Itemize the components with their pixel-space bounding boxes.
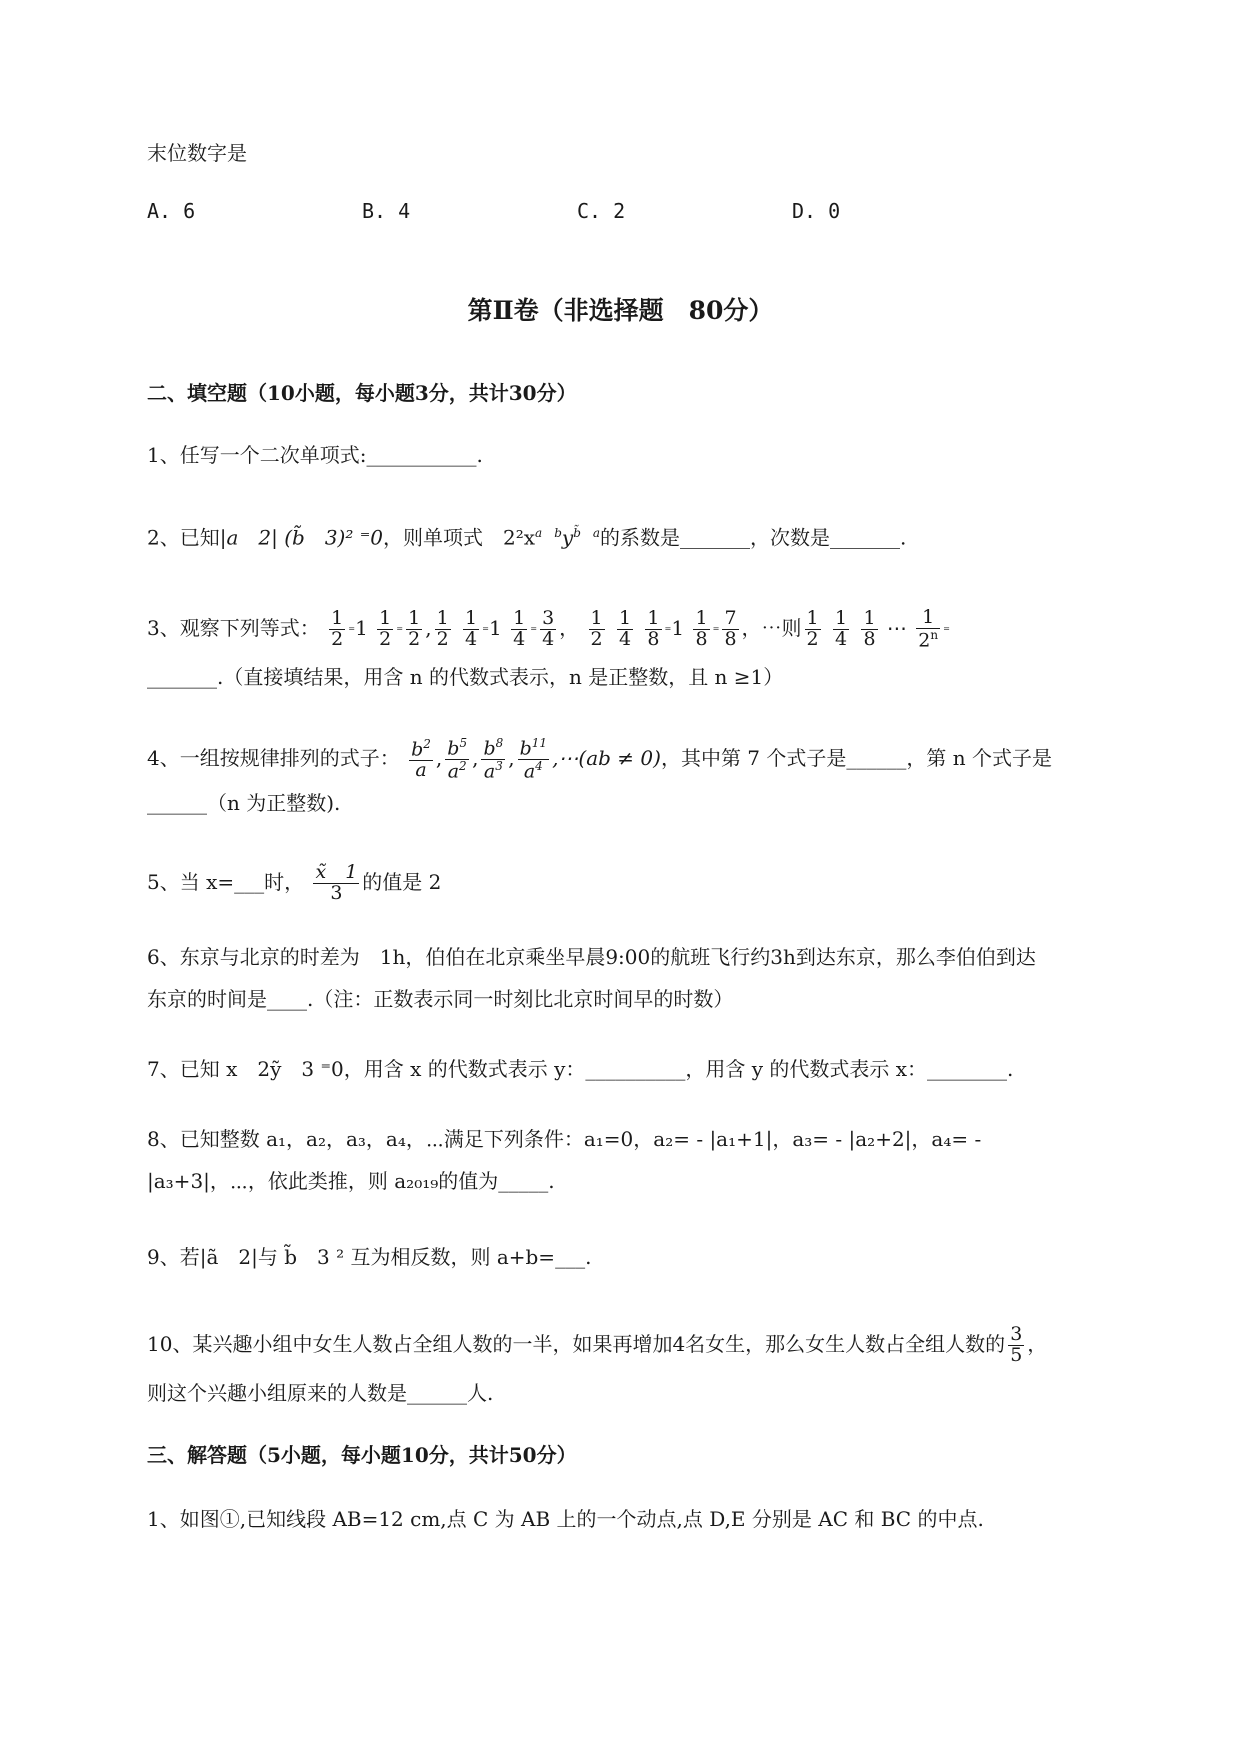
fill-q2-y: y (561, 525, 574, 550)
fill-q3: 3、观察下列等式： $\frac{1}{2}$ ⁼1 $\frac{1}{2}$ ⁼ $\frac{1}{2}$ , $\frac{1}{2}$ $\frac{1}{4}$ ⁼1 $\frac{1}{4}$ ⁼ $\frac{3}{4}$ ， $\frac{1}{2}$ $\frac{1}{4}$ $\frac{1}{8}$ ⁼1 $\frac{1}{8}$ ⁼ $\frac{7}{8}$ ，⋯则 $\frac{1}{2}$ $\frac{1}{4}$ $\frac{1}{8}$ ⋯ $\frac{1}{2^n}$ ⁼ (147, 605, 950, 652)
fill-q2-expr: a 2| (b̃ 3)² ⁼0 (226, 525, 384, 550)
option-d: D. 0 (792, 199, 841, 223)
fraction: $\frac{3}{4}$ (542, 607, 555, 650)
answer-q1: 1、如图①,已知线段 AB=12 cm,点 C 为 AB 上的一个动点,点 D,E 分别是 AC 和 BC 的中点. (147, 1507, 984, 1531)
part2-header: 第Ⅱ卷（非选择题 80分） (467, 296, 774, 325)
fill-q4-line2: ______（n 为正整数). (147, 791, 341, 815)
fill-section-title: 二、填空题（10小题，每小题3分，共计30分） (147, 381, 577, 405)
fraction: $\frac{b^8}{a^3}$ (483, 735, 504, 783)
fraction: $\frac{1}{4}$ (513, 607, 526, 650)
fraction: $\frac{7}{8}$ (724, 607, 737, 650)
fill-q4-cond: ,⋯(ab ≠ 0) (552, 746, 661, 770)
fraction: $\frac{3}{5}$ (1010, 1323, 1023, 1366)
option-b: B. 4 (362, 199, 411, 223)
fill-q6-line2: 东京的时间是____.（注：正数表示同一时刻比北京时间早的时数） (147, 987, 734, 1011)
fraction: $\frac{1}{2}$ (806, 607, 819, 650)
fill-q10-comma: ， (1027, 1332, 1048, 1356)
fill-q10-line1 (147, 1314, 1157, 1374)
fill-q2 (147, 518, 1157, 553)
fraction: $\frac{x̃ 1}{3}$ (315, 861, 358, 904)
fraction: $\frac{1}{2}$ (408, 607, 421, 650)
fill-q5 (147, 852, 1157, 912)
question-tail-text: 末位数字是 (147, 141, 247, 165)
fraction: $\frac{1}{2^n}$ (918, 605, 939, 652)
fill-q5-pre: 5、当 x=___时， (147, 870, 305, 894)
fill-q2-exp1: a b (535, 526, 562, 540)
fraction: $\frac{1}{2}$ (590, 607, 603, 650)
fraction: $\frac{1}{4}$ (465, 607, 478, 650)
fill-q4-post: ，其中第 7 个式子是______，第 n 个式子是 (660, 746, 1052, 770)
answer-section-title: 三、解答题（5小题，每小题10分，共计50分） (147, 1443, 577, 1467)
fraction: $\frac{1}{8}$ (863, 607, 876, 650)
fill-q5-post: 的值是 2 (362, 870, 442, 894)
fill-q6-line1: 6、东京与北京的时差为 1h，伯伯在北京乘坐早晨9:00的航班飞行约3h到达东京，那么李伯伯到达 (147, 945, 1036, 969)
fill-q2-pre: 2、已知| (147, 525, 227, 550)
fill-q2-exp2: b̃ a (573, 526, 601, 540)
fill-q10-line2: 则这个兴趣小组原来的人数是______人. (147, 1381, 494, 1405)
fill-q8-line1: 8、已知整数 a₁，a₂，a₃，a₄，⋯满足下列条件：a₁=0，a₂= - |a₁+1|，a₃= - |a₂+2|，a₄= - (147, 1127, 982, 1151)
fill-q3-pre: 3、观察下列等式： (147, 616, 320, 640)
fraction: $\frac{1}{2}$ (436, 607, 449, 650)
fill-q9: 9、若|ã 2|与 b̃ 3 ² 互为相反数，则 a+b=___. (147, 1245, 592, 1269)
fraction: $\frac{b^5}{a^2}$ (447, 735, 468, 783)
fill-q7: 7、已知 x 2ỹ 3 ⁼0，用含 x 的代数式表示 y：__________，用含 y 的代数式表示 x：________. (147, 1057, 1014, 1081)
fill-q8-line2: |a₃+3|，⋯，依此类推，则 a₂₀₁₉的值为_____. (147, 1169, 555, 1193)
fill-q4: 4、一组按规律排列的式子： $\frac{b^2}{a}$ , $\frac{b^5}{a^2}$ , $\frac{b^8}{a^3}$ , $\frac{b^{11}}{a^4}$ ,⋯(ab ≠ 0)，其中第 7 个式子是______，第 n 个式子是 (147, 735, 1052, 783)
fraction: $\frac{b^2}{a}$ (411, 736, 431, 782)
fraction: $\frac{1}{8}$ (647, 607, 660, 650)
fill-q3-line2: _______.（直接填结果，用含 n 的代数式表示，n 是正整数，且 n ≥1） (147, 665, 784, 689)
fraction: $\frac{b^{11}}{a^4}$ (519, 735, 548, 783)
fill-q1: 1、任写一个二次单项式:___________. (147, 443, 483, 467)
fill-q10-text: 10、某兴趣小组中女生人数占全组人数的一半，如果再增加4名女生，那么女生人数占全组人数的 (147, 1332, 1006, 1356)
fraction: $\frac{1}{4}$ (835, 607, 848, 650)
fraction: $\frac{1}{2}$ (331, 607, 344, 650)
fraction: $\frac{1}{2}$ (379, 607, 392, 650)
option-a: A. 6 (147, 199, 196, 223)
fill-q2-post: 的系数是_______，次数是_______. (600, 525, 907, 550)
fill-q2-mid: ，则单项式 2²x (383, 525, 536, 550)
fraction: $\frac{1}{4}$ (618, 607, 632, 650)
option-c: C. 2 (577, 199, 626, 223)
fraction: $\frac{1}{8}$ (695, 607, 708, 650)
fill-q4-pre: 4、一组按规律排列的式子： (147, 746, 400, 770)
